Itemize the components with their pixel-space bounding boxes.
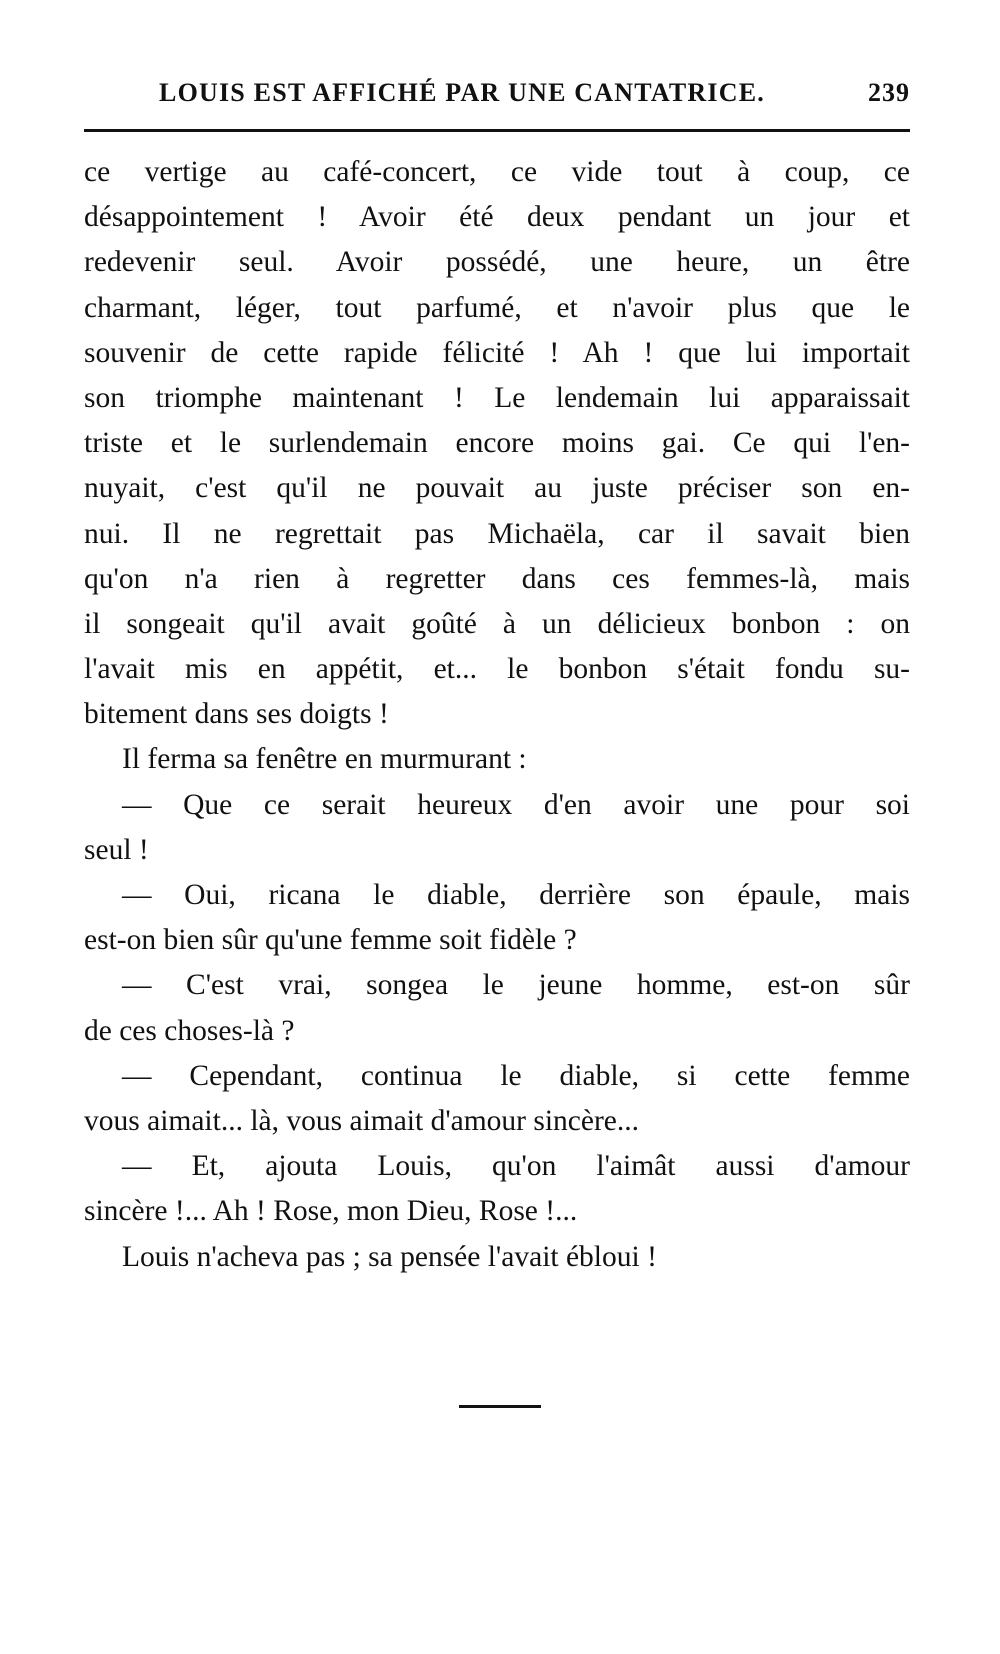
text-line: seul !: [84, 833, 149, 866]
text-line: charmant, léger, tout parfumé, et n'avoir plus que le: [84, 291, 910, 324]
text-line: l'avait mis en appétit, et... le bonbon s'était fondu su-: [84, 653, 910, 686]
text-line: souvenir de cette rapide félicité ! Ah ! que lui importait: [84, 336, 910, 369]
page-header: [84, 78, 910, 114]
text-line: — C'est vrai, songea le jeune homme, est-on sûr: [122, 969, 910, 1002]
text-line: redevenir seul. Avoir possédé, une heure, un être: [84, 246, 910, 279]
text-line: désappointement ! Avoir été deux pendant un jour et: [84, 201, 910, 234]
text-line: de ces choses-là ?: [84, 1014, 295, 1047]
page-number: 239: [868, 78, 910, 107]
text-line: — Que ce serait heureux d'en avoir une pour soi: [122, 788, 910, 821]
header-rule: [84, 129, 910, 132]
text-line: — Oui, ricana le diable, derrière son épaule, mais: [122, 879, 910, 911]
body-text: [84, 150, 910, 1280]
text-line: qu'on n'a rien à regretter dans ces femmes-là, mais: [84, 562, 910, 595]
text-line: triste et le surlendemain encore moins gai. Ce qui l'en-: [84, 427, 910, 460]
text-line: bitement dans ses doigts !: [84, 698, 389, 731]
text-line: ce vertige au café-concert, ce vide tout à coup, ce: [84, 156, 910, 188]
text-line: Il ferma sa fenêtre en murmurant :: [122, 743, 527, 776]
chapter-end-rule: [459, 1405, 541, 1408]
text-line: son triomphe maintenant ! Le lendemain lui apparaissait: [84, 381, 910, 414]
text-line: vous aimait... là, vous aimait d'amour sincère...: [84, 1104, 640, 1137]
text-line: — Cependant, continua le diable, si cette femme: [122, 1059, 910, 1092]
text-line: Louis n'acheva pas ; sa pensée l'avait ébloui !: [122, 1240, 657, 1273]
text-line: il songeait qu'il avait goûté à un délicieux bonbon : on: [84, 607, 910, 640]
text-line: — Et, ajouta Louis, qu'on l'aimât aussi d'amour: [122, 1150, 910, 1183]
text-line: sincère !... Ah ! Rose, mon Dieu, Rose !...: [84, 1195, 578, 1228]
text-line: nui. Il ne regrettait pas Michaëla, car il savait bien: [84, 517, 910, 550]
text-line: est-on bien sûr qu'une femme soit fidèle ?: [84, 924, 577, 957]
running-title: LOUIS EST AFFICHÉ PAR UNE CANTATRICE.: [159, 78, 765, 107]
text-line: nuyait, c'est qu'il ne pouvait au juste préciser son en-: [84, 472, 910, 505]
